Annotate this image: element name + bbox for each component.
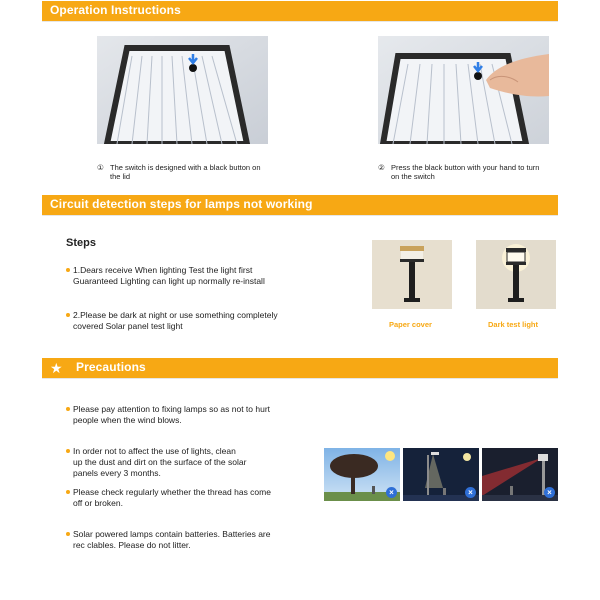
- paper-cover-label: Paper cover: [389, 320, 432, 329]
- star-icon: ★: [50, 360, 63, 376]
- press-button-photo: [378, 36, 549, 144]
- precaution-item-1: Please pay attention to fixing lamps so as not to hurt people when the wind blows.: [66, 404, 306, 426]
- circuit-header-bar: [42, 195, 558, 216]
- bullet-dot: [66, 268, 70, 272]
- streetlight-scene: [403, 448, 479, 501]
- circuit-header-title: Circuit detection steps for lamps not working: [50, 197, 313, 211]
- operation-caption-1: ① The switch is designed with a black button on the lid: [97, 163, 261, 181]
- cross-icon: ×: [544, 487, 555, 498]
- precaution-item-3: Please check regularly whether the thread has come off or broken.: [66, 487, 306, 509]
- step-item-1: 1.Dears receive When lighting Test the light first Guaranteed Lighting can light up normally re-install: [66, 265, 265, 287]
- precaution-item-2: In order not to affect the use of lights, clean up the dust and dirt on the surface of the solar panels every 3 months.: [66, 446, 306, 479]
- operation-header-title: Operation Instructions: [50, 3, 181, 17]
- dark-test-label: Dark test light: [488, 320, 539, 329]
- precaution-item-4: Solar powered lamps contain batteries. Batteries are rec clables. Please do not litter.: [66, 529, 306, 551]
- steps-title: Steps: [66, 237, 96, 249]
- bullet-dot: [66, 407, 70, 411]
- bullet-dot: [66, 490, 70, 494]
- bullet-dot: [66, 532, 70, 536]
- dark-test-lamp-image: [476, 240, 556, 309]
- cross-icon: ×: [386, 487, 397, 498]
- bullet-dot: [66, 449, 70, 453]
- switch-lid-photo: [97, 36, 268, 144]
- red-light-scene: [482, 448, 558, 501]
- cross-icon: ×: [465, 487, 476, 498]
- paper-cover-lamp-image: [372, 240, 452, 309]
- operation-caption-1-number: ①: [97, 163, 104, 172]
- bullet-dot: [66, 313, 70, 317]
- precautions-header-title: Precautions: [76, 360, 146, 374]
- step-item-2: 2.Please be dark at night or use something completely covered Solar panel test light: [66, 310, 278, 332]
- operation-caption-2: ② Press the black button with your hand to turn on the switch: [378, 163, 540, 181]
- operation-caption-2-number: ②: [378, 163, 385, 172]
- operation-header-bar: [42, 1, 558, 22]
- sunlight-tree-scene: [324, 448, 400, 501]
- precautions-header-bar: [42, 358, 558, 379]
